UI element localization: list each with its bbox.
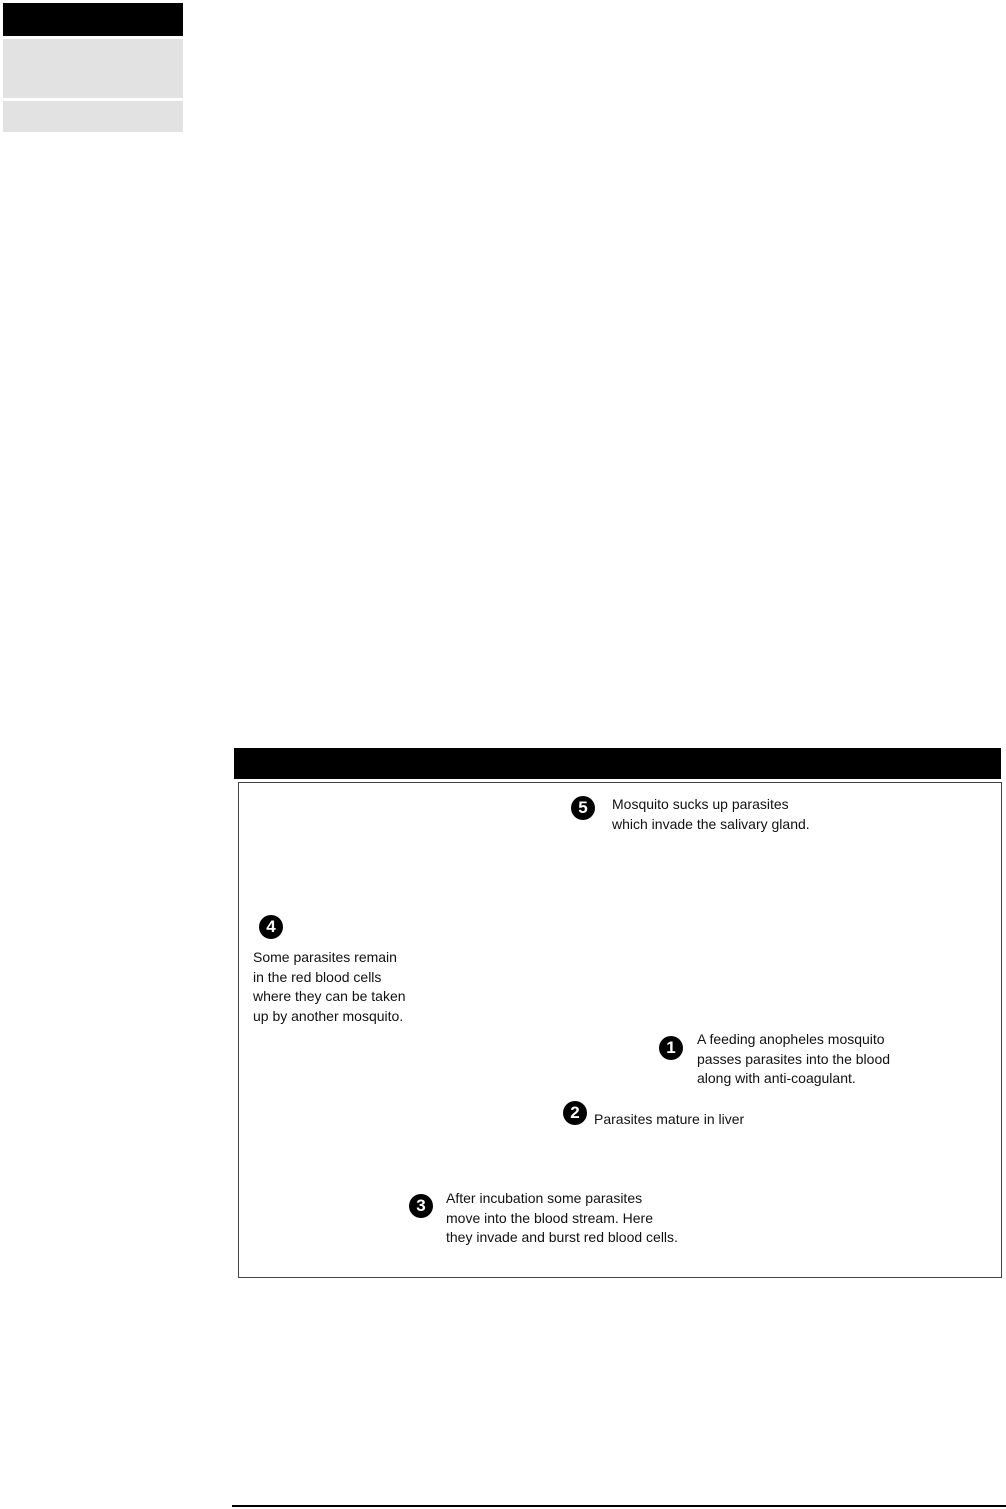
step-3-caption xyxy=(446,1189,678,1248)
step-3-line-3: they invade and burst red blood cells. xyxy=(446,1229,678,1245)
step-1-number: 1 xyxy=(659,1036,683,1060)
step-3-number: 3 xyxy=(409,1194,433,1218)
footer-rule xyxy=(232,1505,1006,1507)
step-4-caption xyxy=(253,948,406,1026)
step-2-number: 2 xyxy=(563,1101,587,1125)
step-5-line-1: Mosquito sucks up parasites xyxy=(612,796,789,812)
step-1-line-1: A feeding anopheles mosquito xyxy=(697,1031,885,1047)
step-2-line-1: Parasites mature in liver xyxy=(594,1111,745,1127)
step-4-line-1: Some parasites remain xyxy=(253,949,397,965)
step-4-line-4: up by another mosquito. xyxy=(253,1007,404,1024)
step-3-line-2: move into the blood stream. Here xyxy=(446,1209,653,1226)
step-1-line-3: along with anti-coagulant. xyxy=(697,1070,856,1086)
step-3-line-1: After incubation some parasites xyxy=(446,1190,643,1206)
step-4-line-3: where they can be taken xyxy=(253,988,406,1004)
step-5-line-2: which invade the salivary gland. xyxy=(612,815,810,832)
step-1-line-2: passes parasites into the blood xyxy=(697,1050,891,1067)
step-1-caption xyxy=(697,1030,890,1089)
step-4-line-2: in the red blood cells xyxy=(253,968,382,985)
step-4-number: 4 xyxy=(259,915,283,939)
step-2-caption xyxy=(594,1110,744,1130)
step-5-caption xyxy=(612,795,810,834)
step-5-number: 5 xyxy=(571,796,595,820)
